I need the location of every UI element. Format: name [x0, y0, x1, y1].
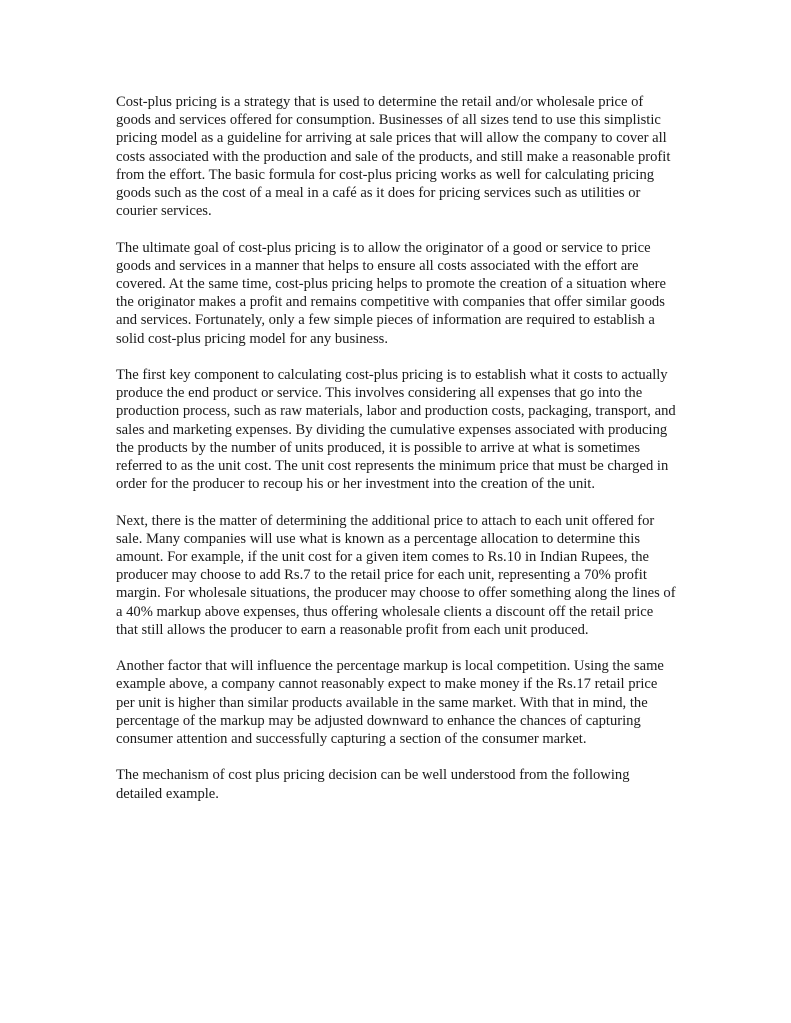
- paragraph-mechanism-example: The mechanism of cost plus pricing decision can be well understood from the following detailed example.: [116, 767, 630, 802]
- paragraph-local-competition: Another factor that will influence the percentage markup is local competition. Using the same example above, a company cannot reasonably expect to make money if the Rs.17 retail price per unit is higher than similar products available in the same market. With that in mind, the percentage of the markup may be adjusted downward to enhance the chances of capturing consumer attention and successfully capturing a section of the consumer market.: [116, 658, 664, 748]
- paragraph-unit-cost: The first key component to calculating cost-plus pricing is to establish what it costs to actually produce the end product or service. This involves considering all expenses that go into the production process, such as raw materials, labor and production costs, packaging, transport, and sales and marketing expenses. By dividing the cumulative expenses associated with producing the products by the number of units produced, it is possible to arrive at what is sometimes referred to as the unit cost. The unit cost represents the minimum price that must be charged in order for the producer to recoup his or her investment into the creation of the unit.: [116, 367, 676, 493]
- body-text: [116, 93, 678, 821]
- paragraph-percentage-allocation: Next, there is the matter of determining the additional price to attach to each unit offered for sale. Many companies will use what is known as a percentage allocation to determine this amount. For example, if the unit cost for a given item comes to Rs.10 in Indian Rupees, the producer may choose to add Rs.7 to the retail price for each unit, representing a 70% profit margin. For wholesale situations, the producer may choose to offer something along the lines of a 40% markup above expenses, thus offering wholesale clients a discount off the retail price that still allows the producer to earn a reasonable profit from each unit produced.: [116, 512, 676, 638]
- paragraph-cost-plus-definition: Cost-plus pricing is a strategy that is used to determine the retail and/or wholesale price of goods and services offered for consumption. Businesses of all sizes tend to use this simplistic pricing model as a guideline for arriving at sale prices that will allow the company to cover all costs associated with the production and sale of the products, and still make a reasonable profit from the effort. The basic formula for cost-plus pricing works as well for calculating pricing goods such as the cost of a meal in a café as it does for pricing services such as utilities or courier services.: [116, 94, 671, 220]
- paragraph-ultimate-goal: The ultimate goal of cost-plus pricing is to allow the originator of a good or service to price goods and services in a manner that helps to ensure all costs associated with the effort are covered. At the same time, cost-plus pricing helps to promote the creation of a situation where the originator makes a profit and remains competitive with companies that offer similar goods and services. Fortunately, only a few simple pieces of information are required to establish a solid cost-plus pricing model for any business.: [116, 239, 666, 347]
